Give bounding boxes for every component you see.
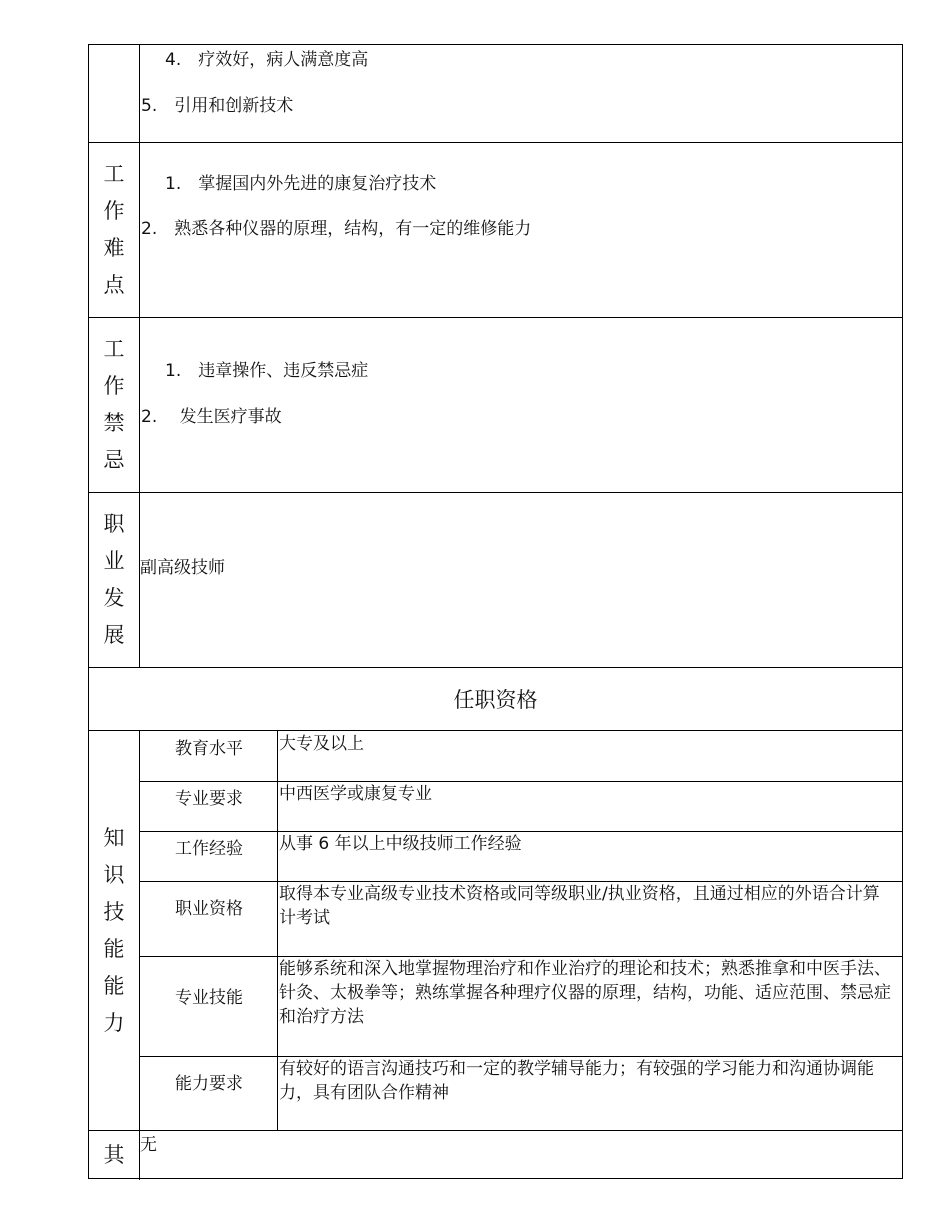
qualifications-title-row xyxy=(89,668,902,731)
work-difficulty-label-cell xyxy=(89,143,140,317)
list-item: 1. 违章操作、违反禁忌症 xyxy=(165,361,369,381)
certification-value: 取得本专业高级专业技术资格或同等级职业/执业资格，且通过相应的外语合计算计考试 xyxy=(279,884,880,928)
career-development-label-cell xyxy=(89,493,140,667)
career-development-label: 职业发展 xyxy=(103,512,125,647)
performance-standards-content xyxy=(140,45,902,142)
experience-label: 工作经验 xyxy=(175,839,243,859)
education-value: 大专及以上 xyxy=(279,734,364,754)
other-value: 无 xyxy=(140,1135,157,1155)
career-development-value: 副高级技师 xyxy=(140,558,225,578)
career-development-content xyxy=(140,493,902,667)
knowledge-skills-label-cell xyxy=(89,731,140,1130)
knowledge-skills-label: 知识技能能力 xyxy=(103,825,125,1035)
work-taboo-label-cell xyxy=(89,318,140,492)
major-label: 专业要求 xyxy=(175,789,243,809)
major-value: 中西医学或康复专业 xyxy=(279,784,432,804)
list-item: 5. 引用和创新技术 xyxy=(141,96,294,116)
job-description-table xyxy=(88,44,903,1179)
qualifications-block xyxy=(89,731,902,1131)
other-label: 其 xyxy=(103,1143,125,1167)
work-taboo-row xyxy=(89,318,902,493)
ability-value: 有较好的语言沟通技巧和一定的教学辅导能力；有较强的学习能力和沟通协调能力，具有团队合作精神 xyxy=(279,1059,874,1103)
list-item: 2. 熟悉各种仪器的原理，结构，有一定的维修能力 xyxy=(141,219,532,239)
list-item: 2. 发生医疗事故 xyxy=(141,407,282,427)
skills-label: 专业技能 xyxy=(175,988,243,1008)
section-title: 任职资格 xyxy=(453,688,538,712)
career-development-row xyxy=(89,493,902,668)
education-label: 教育水平 xyxy=(175,739,243,759)
work-difficulty-label: 工作难点 xyxy=(103,162,125,297)
work-difficulty-row xyxy=(89,143,902,318)
other-label-cell xyxy=(89,1131,140,1180)
list-item: 1. 掌握国内外先进的康复治疗技术 xyxy=(165,174,437,194)
empty-label-cell xyxy=(89,45,140,142)
experience-value: 从事 6 年以上中级技师工作经验 xyxy=(279,834,522,854)
skills-value: 能够系统和深入地掌握物理治疗和作业治疗的理论和技术；熟悉推拿和中医手法、针灸、太极拳等；熟练掌握各种理疗仪器的原理，结构，功能、适应范围、禁忌症和治疗方法 xyxy=(279,959,891,1027)
work-taboo-label: 工作禁忌 xyxy=(103,337,125,472)
work-taboo-content xyxy=(140,318,902,492)
ability-label: 能力要求 xyxy=(175,1074,243,1094)
performance-standards-row xyxy=(89,45,902,143)
work-difficulty-content xyxy=(140,143,902,317)
other-row xyxy=(89,1131,902,1180)
certification-label: 职业资格 xyxy=(175,899,243,919)
other-content xyxy=(140,1131,902,1180)
list-item: 4. 疗效好，病人满意度高 xyxy=(165,50,369,70)
